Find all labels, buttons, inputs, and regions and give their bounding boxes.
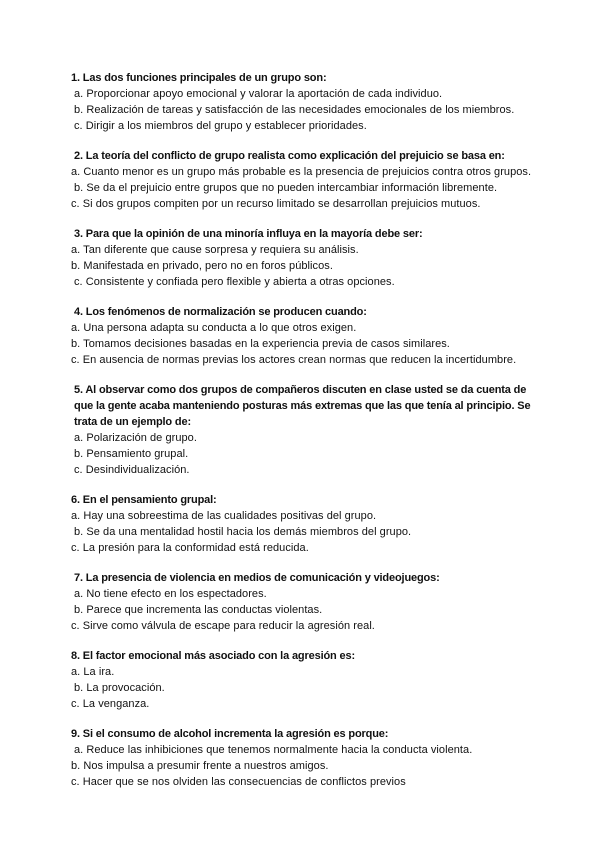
question-title: 7. La presencia de violencia en medios de comunicación y videojuegos:: [74, 572, 440, 584]
question-title: 1. Las dos funciones principales de un grupo son:: [71, 72, 327, 84]
option-c: c. En ausencia de normas previas los actores crean normas que reducen la incertidumbre.: [71, 354, 517, 366]
option-c: c. Desindividualización.: [74, 464, 190, 476]
option-c: c. La venganza.: [71, 698, 150, 710]
option-b: b. Se da una mentalidad hostil hacia los demás miembros del grupo.: [74, 526, 412, 538]
option-a: a. Reduce las inhibiciones que tenemos normalmente hacia la conducta violenta.: [74, 744, 473, 756]
option-b: b. Parece que incrementa las conductas violentas.: [74, 604, 323, 616]
question-7: [71, 570, 541, 634]
option-a: a. Hay una sobreestima de las cualidades positivas del grupo.: [71, 510, 377, 522]
question-title: 5. Al observar como dos grupos de compañeros discuten en clase usted se da cuenta de que la gente acaba manteniendo posturas más extremas que las que tenía al principio. Se trata de un ejemplo de:: [74, 384, 531, 428]
option-a: a. Tan diferente que cause sorpresa y requiera su análisis.: [71, 244, 359, 256]
option-b: b. Tomamos decisiones basadas en la experiencia previa de casos similares.: [71, 338, 450, 350]
question-3: [71, 226, 541, 290]
question-1: [71, 70, 541, 134]
option-b: b. Manifestada en privado, pero no en foros públicos.: [71, 260, 333, 272]
option-c: c. Si dos grupos compiten por un recurso limitado se desarrollan prejuicios mutuos.: [71, 198, 481, 210]
option-c: c. Dirigir a los miembros del grupo y establecer prioridades.: [74, 120, 367, 132]
option-b: b. Realización de tareas y satisfacción de las necesidades emocionales de los miembros.: [74, 104, 515, 116]
quiz-document: [71, 70, 541, 804]
option-a: a. Polarización de grupo.: [74, 432, 197, 444]
option-b: b. Se da el prejuicio entre grupos que no pueden intercambiar información libremente.: [74, 182, 498, 194]
option-a: a. No tiene efecto en los espectadores.: [74, 588, 267, 600]
question-title: 6. En el pensamiento grupal:: [71, 494, 217, 506]
question-6: [71, 492, 541, 556]
question-title: 9. Si el consumo de alcohol incrementa la agresión es porque:: [71, 728, 389, 740]
question-5: [71, 382, 541, 478]
question-title: 2. La teoría del conflicto de grupo realista como explicación del prejuicio se basa en:: [74, 150, 505, 162]
question-9: [71, 726, 541, 790]
option-b: b. Nos impulsa a presumir frente a nuestros amigos.: [71, 760, 329, 772]
option-b: b. Pensamiento grupal.: [74, 448, 189, 460]
option-b: b. La provocación.: [74, 682, 165, 694]
question-title: 3. Para que la opinión de una minoría influya en la mayoría debe ser:: [74, 228, 423, 240]
option-a: a. Proporcionar apoyo emocional y valorar la aportación de cada individuo.: [74, 88, 443, 100]
option-a: a. Una persona adapta su conducta a lo que otros exigen.: [71, 322, 357, 334]
option-c: c. La presión para la conformidad está reducida.: [71, 542, 309, 554]
question-title: 8. El factor emocional más asociado con la agresión es:: [71, 650, 355, 662]
option-c: c. Sirve como válvula de escape para reducir la agresión real.: [71, 620, 375, 632]
question-8: [71, 648, 541, 712]
option-c: c. Consistente y confiada pero flexible y abierta a otras opciones.: [74, 276, 395, 288]
question-2: [71, 148, 541, 212]
question-4: [71, 304, 541, 368]
option-a: a. La ira.: [71, 666, 115, 678]
option-c: c. Hacer que se nos olviden las consecuencias de conflictos previos: [71, 776, 406, 788]
option-a: a. Cuanto menor es un grupo más probable es la presencia de prejuicios contra otros grupos.: [71, 166, 532, 178]
question-title: 4. Los fenómenos de normalización se producen cuando:: [74, 306, 367, 318]
